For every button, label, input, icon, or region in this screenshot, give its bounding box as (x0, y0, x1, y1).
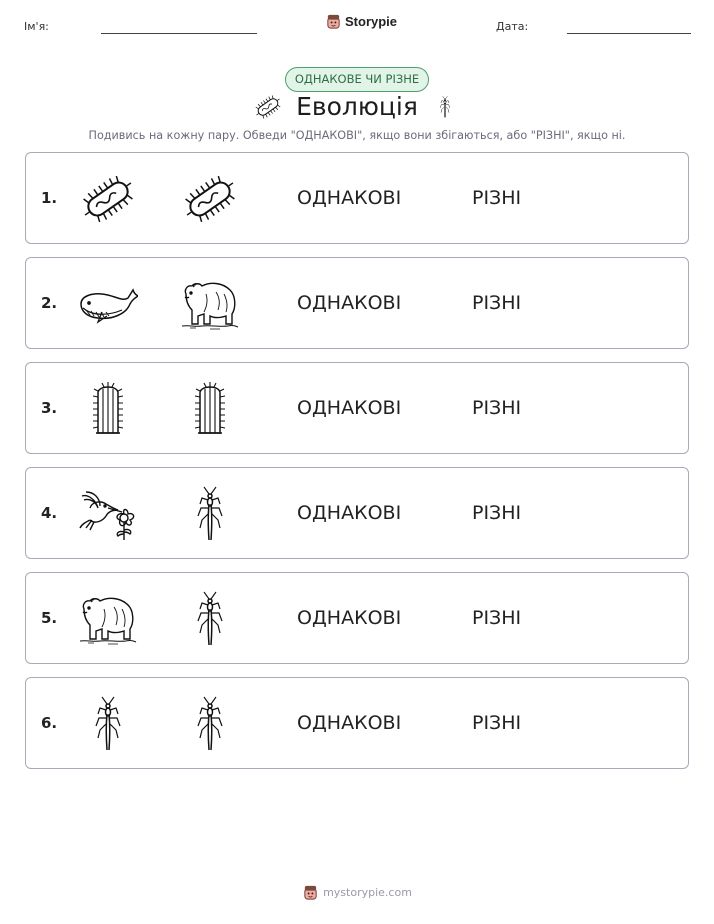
option-different[interactable]: РІЗНІ (472, 607, 522, 629)
option-same[interactable]: ОДНАКОВІ (297, 292, 402, 314)
option-same[interactable]: ОДНАКОВІ (297, 607, 402, 629)
cactus-icon (180, 381, 240, 437)
option-different[interactable]: РІЗНІ (472, 502, 522, 524)
brand-name: Storypie (345, 14, 398, 29)
hummingbird-icon (78, 486, 138, 542)
exercise-row (25, 677, 689, 769)
date-label: Дата: (496, 20, 529, 33)
exercise-row (25, 152, 689, 244)
bear-icon (180, 276, 240, 332)
option-different[interactable]: РІЗНІ (472, 292, 522, 314)
exercise-row (25, 362, 689, 454)
footer (0, 884, 714, 901)
row-number: 1. (41, 189, 58, 207)
exercise-row (25, 572, 689, 664)
option-same[interactable]: ОДНАКОВІ (297, 502, 402, 524)
instructions: Подивись на кожну пару. Обведи "ОДНАКОВІ", якщо вони збігаються, або "РІЗНІ", якщо ні. (88, 129, 626, 142)
storypie-logo-icon (302, 884, 319, 901)
worksheet-header (0, 0, 714, 50)
row-number: 5. (41, 609, 58, 627)
exercise-row (25, 257, 689, 349)
date-field[interactable] (567, 33, 691, 34)
title-row (0, 90, 714, 126)
page-title: Еволюція (296, 92, 418, 121)
option-different[interactable]: РІЗНІ (472, 397, 522, 419)
stick-insect-icon (180, 696, 240, 752)
stick-insect-icon (180, 486, 240, 542)
cactus-icon (78, 381, 138, 437)
bacteria-icon (78, 171, 138, 227)
row-number: 3. (41, 399, 58, 417)
bear-icon (78, 591, 138, 647)
row-number: 4. (41, 504, 58, 522)
option-different[interactable]: РІЗНІ (472, 187, 522, 209)
row-number: 2. (41, 294, 58, 312)
option-same[interactable]: ОДНАКОВІ (297, 397, 402, 419)
name-label: Ім'я: (24, 20, 49, 33)
footer-site: mystorypie.com (323, 886, 412, 899)
stick-insect-icon (180, 591, 240, 647)
stick-insect-icon (78, 696, 138, 752)
whale-icon (78, 276, 138, 332)
name-field[interactable] (101, 33, 257, 34)
brand-logo (325, 13, 397, 30)
exercise-row (25, 467, 689, 559)
option-same[interactable]: ОДНАКОВІ (297, 187, 402, 209)
option-different[interactable]: РІЗНІ (472, 712, 522, 734)
storypie-logo-icon (325, 13, 342, 30)
row-number: 6. (41, 714, 58, 732)
option-same[interactable]: ОДНАКОВІ (297, 712, 402, 734)
stick-insect-icon (433, 92, 457, 122)
activity-type-badge: ОДНАКОВЕ ЧИ РІЗНЕ (285, 67, 429, 92)
bacteria-icon (180, 171, 240, 227)
